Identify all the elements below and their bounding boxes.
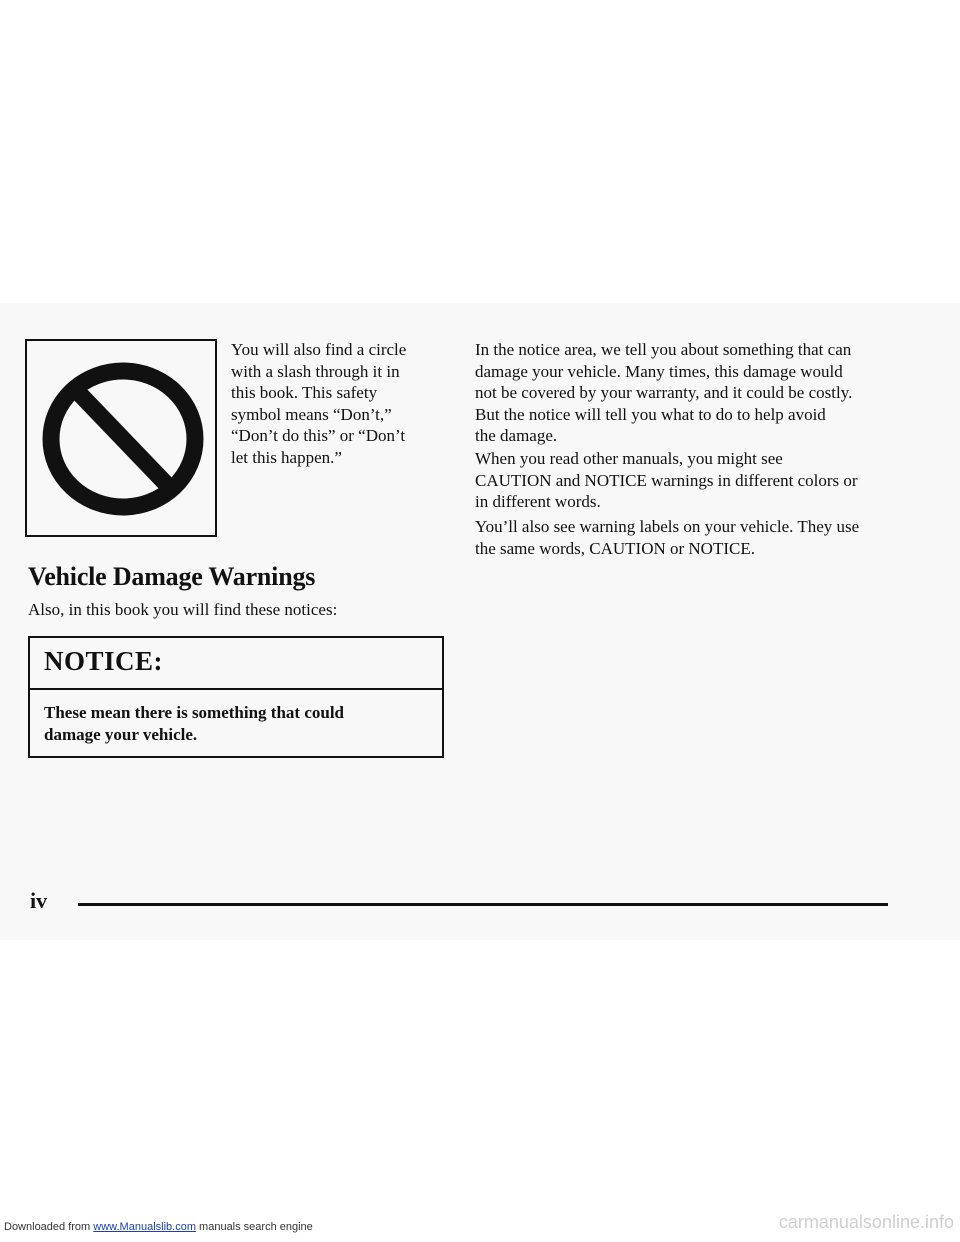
notice-body: [44, 702, 414, 745]
warning-labels-paragraph: [475, 516, 915, 559]
paragraph-line: in different words.: [475, 492, 601, 511]
section-intro: Also, in this book you will find these notices:: [28, 600, 338, 619]
notice-divider: [30, 688, 442, 690]
notice-box: [28, 636, 444, 758]
notice-title: NOTICE:: [44, 646, 164, 676]
symbol-line: let this happen.”: [231, 447, 342, 467]
notice-area-paragraph: [475, 339, 915, 447]
paragraph-line: not be covered by your warranty, and it could be costly.: [475, 383, 853, 402]
symbol-line: You will also find a circle: [231, 340, 407, 359]
section-heading: Vehicle Damage Warnings: [28, 562, 316, 591]
paragraph-line: CAUTION and NOTICE warnings in different colors or: [475, 470, 858, 490]
notice-line: damage your vehicle.: [44, 724, 198, 744]
symbol-line: with a slash through it in: [231, 361, 400, 381]
symbol-line: symbol means “Don’t,”: [231, 404, 392, 424]
paragraph-line: You’ll also see warning labels on your vehicle. They use: [475, 517, 860, 536]
safety-symbol-frame: [25, 339, 217, 537]
paragraph-line: But the notice will tell you what to do to help avoid: [475, 404, 826, 424]
paragraph-line: When you read other manuals, you might see: [475, 449, 783, 468]
download-note: [4, 1221, 313, 1233]
symbol-line: this book. This safety: [231, 383, 378, 402]
watermark: carmanualsonline.info: [778, 1212, 954, 1232]
manualslib-link[interactable]: www.Manualslib.com: [93, 1221, 196, 1233]
no-symbol-icon: [33, 359, 213, 519]
download-prefix: Downloaded from: [4, 1221, 91, 1233]
notice-line: These mean there is something that could: [44, 703, 345, 722]
symbol-line: “Don’t do this” or “Don’t: [231, 426, 406, 445]
other-manuals-paragraph: [475, 448, 915, 513]
symbol-description: [231, 339, 431, 468]
footer-rule: [78, 903, 888, 906]
download-suffix: manuals search engine: [199, 1221, 313, 1233]
paragraph-line: In the notice area, we tell you about something that can: [475, 340, 852, 359]
paragraph-line: the damage.: [475, 426, 558, 445]
page-number: iv: [30, 888, 48, 913]
paragraph-line: the same words, CAUTION or NOTICE.: [475, 538, 755, 558]
paragraph-line: damage your vehicle. Many times, this damage would: [475, 361, 843, 381]
